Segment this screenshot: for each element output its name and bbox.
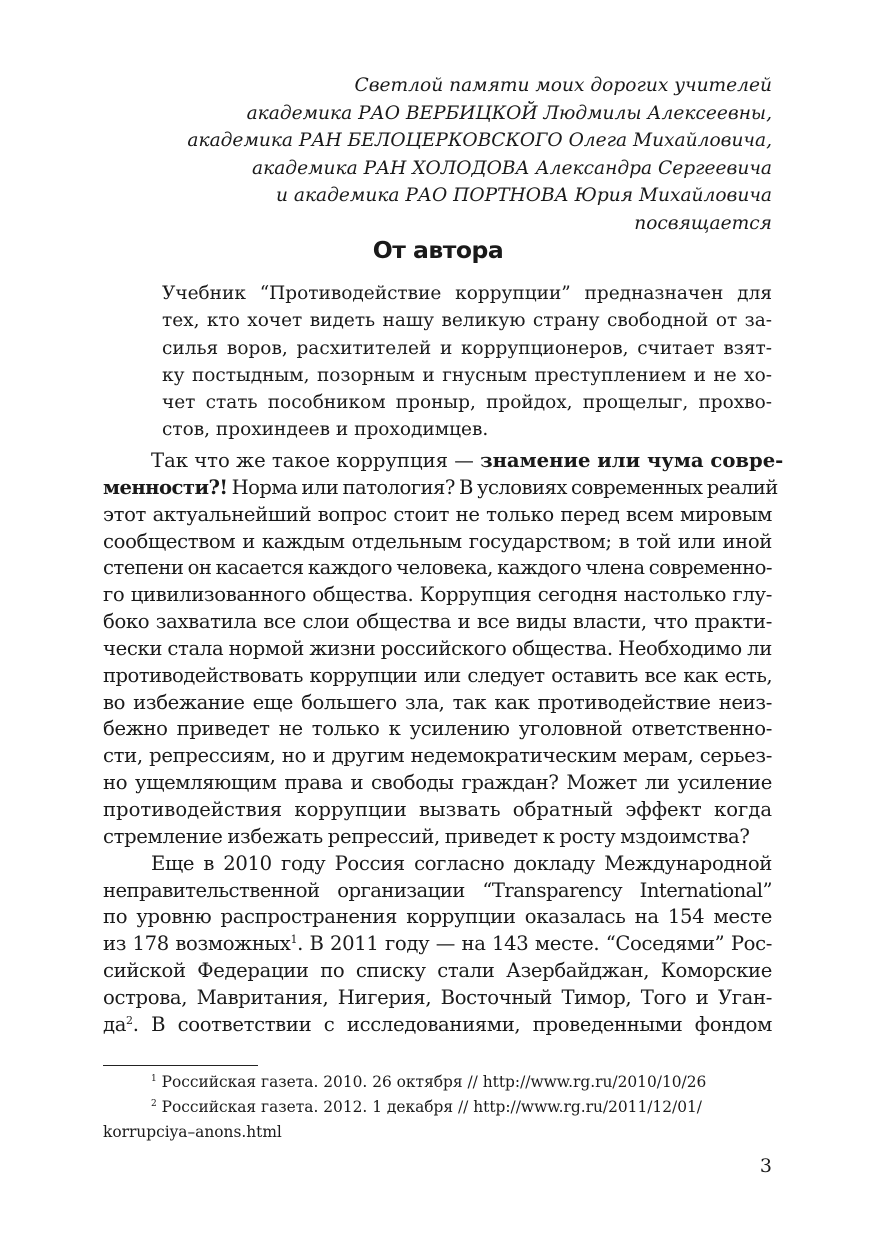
text-span: из 178 возможных	[103, 932, 291, 956]
text-line: острова, Мавритания, Нигерия, Восточный Тимор, Того и Уган-	[103, 985, 772, 1009]
footnote-divider	[103, 1065, 258, 1066]
text-line: по уровню распространения коррупции оказалась на 154 месте	[103, 905, 772, 929]
text-line: степени он касается каждого человека, каждого члена современно-	[103, 556, 772, 580]
footnote-ref[interactable]: 1	[290, 933, 298, 947]
text-line: стремление избежать репрессий, приведет к росту мздоимства?	[103, 824, 750, 848]
text-line: стов, прохиндеев и проходимцев.	[162, 419, 489, 441]
bold-text: знамение или чума совре-	[480, 449, 784, 472]
dedication-line: и академика РАО ПОРТНОВА Юрия Михайловича	[275, 185, 772, 207]
bold-text: менности?!	[103, 475, 228, 499]
text-line: чет стать пособником проныр, пройдох, прощелыг, прохво-	[162, 392, 772, 414]
text-line: го цивилизованного общества. Коррупция сегодня настолько глу-	[103, 583, 772, 607]
text-span: . В 2011 году — на 143 месте. “Соседями” Рос-	[297, 932, 772, 956]
page-number: 3	[759, 1155, 772, 1177]
text-line: сообществом и каждым отдельным государством; в той или иной	[103, 529, 772, 553]
footnote-mark: 1	[151, 1074, 157, 1084]
text-line	[103, 475, 778, 502]
text-line: сийской Федерации по списку стали Азербайджан, Коморские	[103, 959, 772, 983]
dedication-line: академика РАН ХОЛОДОВА Александра Сергеевича	[252, 157, 772, 179]
text-line: Еще в 2010 году Россия согласно докладу Международной	[151, 851, 772, 875]
footnote-continuation: korrupciya–anons.html	[103, 1123, 282, 1141]
dedication-line: посвящается	[634, 212, 772, 234]
dedication-line: академика РАН БЕЛОЦЕРКОВСКОГО Олега Михайловича,	[187, 130, 772, 152]
text-line: бежно приведет не только к усилению уголовной ответственно-	[103, 717, 772, 741]
text-span: . В соответствии с исследованиями, проведенными фондом	[132, 1012, 772, 1036]
text-line: ку постыдным, позорным и гнусным преступлением и не хо-	[162, 364, 772, 386]
text-line: этот актуальнейший вопрос стоит не только перед всем мировым	[103, 502, 772, 526]
text-span: Так что же такое коррупция —	[151, 449, 481, 472]
dedication-line: Светлой памяти моих дорогих учителей	[354, 75, 772, 96]
text-line: Учебник “Противодействие коррупции” предназначен для	[162, 283, 772, 304]
dedication-line: академика РАО ВЕРБИЦКОЙ Людмилы Алексеевны,	[246, 102, 772, 124]
footnote-text: Российская газета. 2010. 26 октября // http://www.rg.ru/2010/10/26	[156, 1073, 707, 1091]
text-line	[103, 931, 772, 958]
text-span: Норма или патология? В условиях современных реалий	[227, 475, 778, 499]
text-line: неправительственной организации “Transparency International”	[103, 878, 772, 902]
footnote	[103, 1095, 772, 1120]
text-line: но ущемляющим права и свободы граждан? Может ли усиление	[103, 771, 772, 795]
text-line	[103, 448, 784, 475]
text-line: тех, кто хочет видеть нашу великую страну свободной от за-	[162, 310, 772, 332]
text-line: во избежание еще большего зла, так как противодействие неиз-	[103, 690, 772, 714]
footnote-ref[interactable]: 2	[126, 1013, 133, 1027]
text-line	[103, 1012, 772, 1039]
footnotes	[103, 1070, 772, 1145]
footnote	[103, 1070, 772, 1095]
text-line: боко захватила все слои общества и все виды власти, что практи-	[103, 610, 772, 634]
text-span: да	[103, 1012, 127, 1036]
footnote-mark: 2	[151, 1099, 157, 1109]
text-line: чески стала нормой жизни российского общества. Необходимо ли	[103, 636, 772, 660]
dedication	[92, 72, 772, 238]
text-line: силья воров, расхитителей и коррупционеров, считает взят-	[162, 337, 772, 359]
epigraph-paragraph	[162, 280, 772, 444]
section-heading: От автора	[372, 236, 504, 264]
text-line: сти, репрессиям, но и другим недемократическим мерам, серьез-	[103, 744, 772, 768]
body-text	[103, 448, 784, 1039]
text-line: противодействовать коррупции или следует оставить все как есть,	[103, 663, 772, 687]
footnote-text: Российская газета. 2012. 1 декабря // http://www.rg.ru/2011/12/01/	[156, 1098, 702, 1116]
text-line: противодействия коррупции вызвать обратный эффект когда	[103, 797, 772, 821]
